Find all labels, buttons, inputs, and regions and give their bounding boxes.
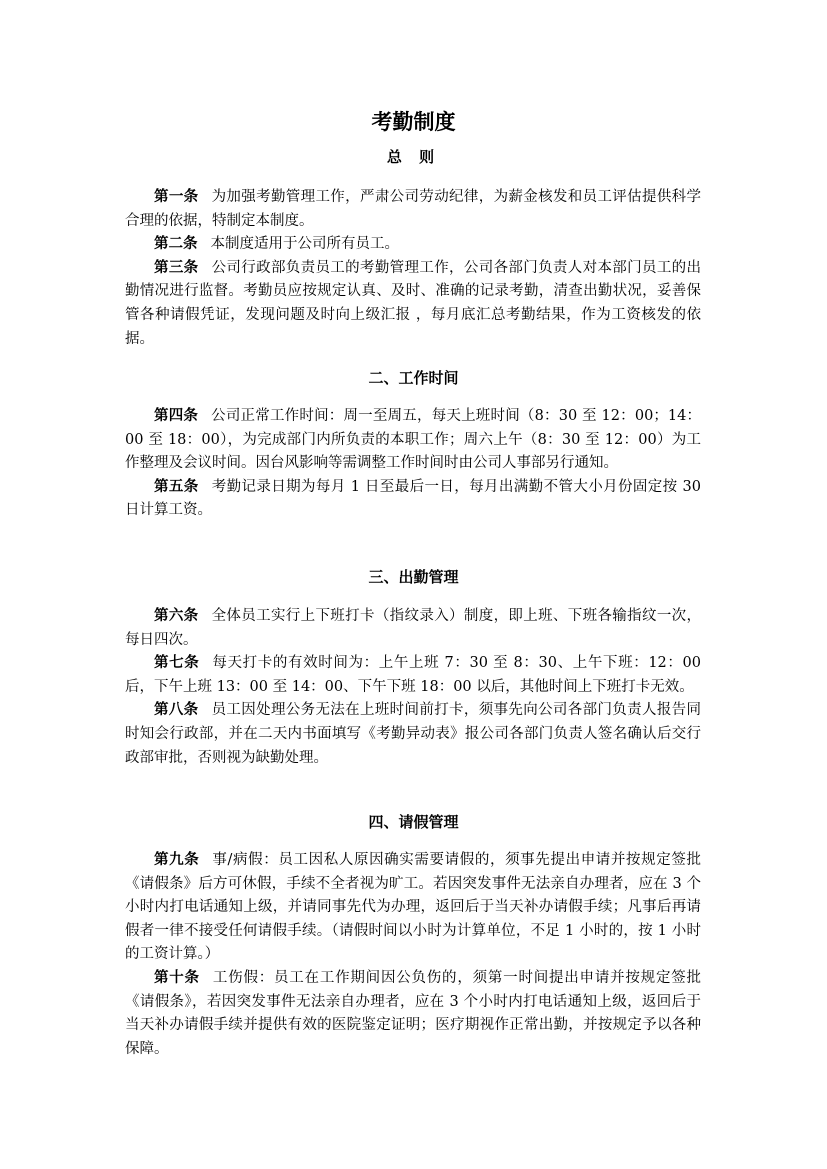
article-9 [125, 849, 701, 967]
article-label: 第一条 [154, 189, 199, 205]
article-label: 第九条 [154, 852, 200, 868]
article-text: 每天打卡的有效时间为：上午上班 7：30 至 8：30、上午下班：12：00 后，下午上班 13：00 至 14：00、下午下班 18：00 以后，其他时间上下班打卡无效。 [125, 655, 701, 695]
document-subtitle: 总 则 [386, 148, 441, 166]
section-general [125, 186, 701, 351]
section-heading-leave: 四、请假管理 [368, 813, 459, 831]
article-label: 第五条 [154, 478, 199, 495]
article-4 [125, 405, 701, 476]
article-text: 为加强考勤管理工作，严肃公司劳动纪律，为薪金核发和员工评估提供科学合理的依据，特制定本制度。 [125, 189, 702, 229]
article-text: 考勤记录日期为每月 1 日至最后一日，每月出满勤不管大小月份固定按 30 日计算工资。 [125, 478, 701, 519]
article-text: 公司行政部负责员工的考勤管理工作，公司各部门负责人对本部门员工的出勤情况进行监督。考勤员应按规定认真、及时、准确的记录考勤，清查出勤状况，妥善保管各种请假凭证，发现问题及时向上级汇报 ，每月底汇总考勤结果，作为工资核发的依据。 [125, 259, 702, 347]
article-text: 事/病假：员工因私人原因确实需要请假的，须事先提出申请并按规定签批《请假条》后方可休假，手续不全者视为旷工。若因突发事件无法亲自办理者，应在 3 个小时内打电话通知上级，并请同事先代为办理，返回后于当天补办请假手续；凡事后再请假者一律不接受任何请假手续。（请假时间以小时为计算单位，不足 1 小时的，按 1 小时的工资计算。） [125, 852, 702, 963]
article-label: 第六条 [154, 608, 199, 624]
article-3 [125, 257, 701, 351]
article-text: 全体员工实行上下班打卡（指纹录入）制度，即上班、下班各输指纹一次，每日四次。 [125, 608, 702, 648]
article-1 [125, 186, 701, 233]
section-leave [125, 849, 701, 1061]
article-label: 第三条 [154, 259, 199, 276]
article-2 [125, 233, 701, 257]
article-label: 第十条 [154, 969, 200, 986]
article-8 [125, 699, 701, 770]
section-heading-work-hours: 二、工作时间 [368, 369, 459, 387]
article-10 [125, 967, 701, 1061]
article-text: 员工因处理公务无法在上班时间前打卡，须事先向公司各部门负责人报告同时知会行政部，并在二天内书面填写《考勤异动表》报公司各部门负责人签名确认后交行政部审批，否则视为缺勤处理。 [125, 702, 702, 766]
section-work-hours [125, 405, 701, 523]
article-text: 本制度适用于公司所有员工。 [210, 236, 400, 253]
article-7 [125, 652, 701, 699]
article-5 [125, 476, 701, 523]
article-text: 公司正常工作时间：周一至周五，每天上班时间（8：30 至 12：00；14：00 至 18：00），为完成部门内所负责的本职工作；周六上午（8：30 至 12：00）为工作整理及会议时间。因台风影响等需调整工作时间时由公司人事部另行通知。 [125, 408, 701, 472]
article-label: 第四条 [154, 408, 199, 424]
article-6 [125, 605, 701, 652]
section-heading-attendance: 三、出勤管理 [368, 568, 459, 586]
article-label: 第七条 [154, 655, 200, 672]
document-title: 考勤制度 [371, 110, 456, 134]
article-text: 工伤假：员工在工作期间因公负伤的，须第一时间提出申请并按规定签批《请假条》，若因突发事件无法亲自办理者，应在 3 个小时内打电话通知上级，返回后于当天补办请假手续并提供有效的医院鉴定证明；医疗期视作正常出勤，并按规定予以各种保障。 [125, 969, 702, 1057]
article-label: 第二条 [154, 236, 198, 253]
section-attendance [125, 605, 701, 770]
article-label: 第八条 [154, 702, 199, 719]
